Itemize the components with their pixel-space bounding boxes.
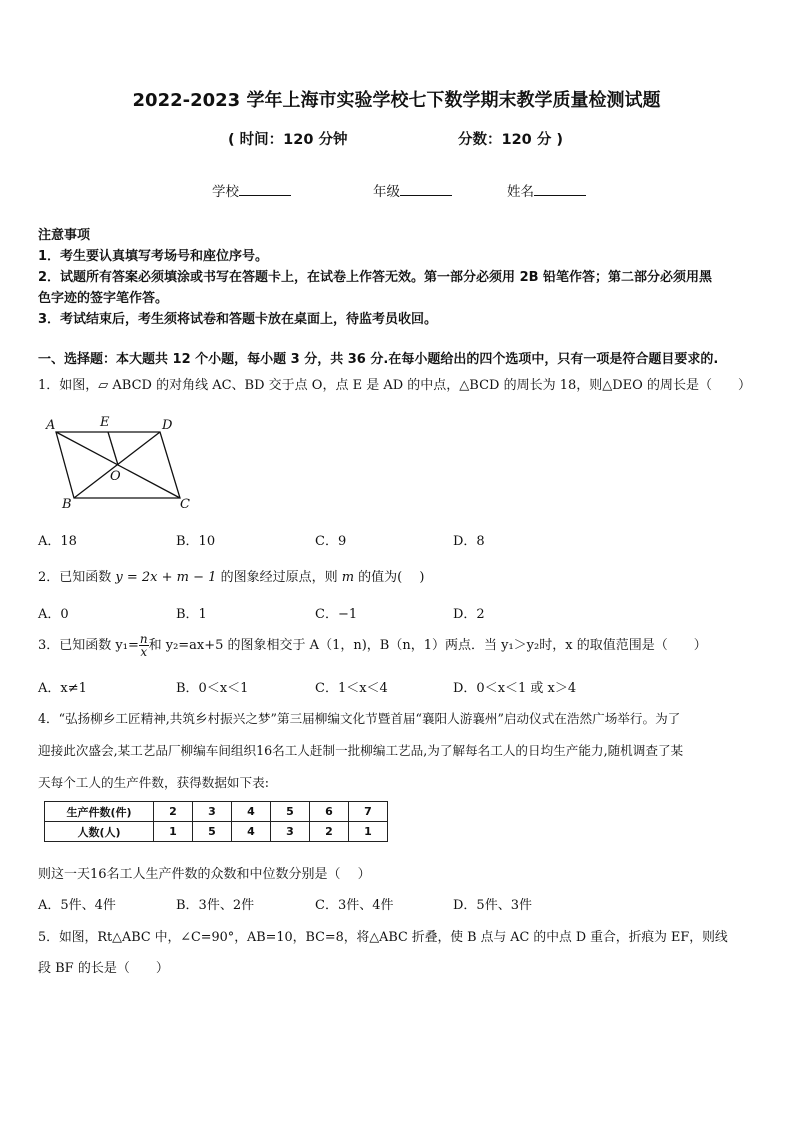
q4-option-b: B．3件、2件 xyxy=(176,898,255,913)
q3-option-b: B．0＜x＜1 xyxy=(176,681,249,696)
table-cell: 1 xyxy=(349,822,388,842)
school-field xyxy=(212,180,291,200)
label-a: A xyxy=(46,418,56,433)
exam-time: ( 时间：120 分钟 xyxy=(228,132,348,148)
q2-option-a: A．0 xyxy=(38,607,69,622)
q4-option-c: C．3件、4件 xyxy=(315,898,394,913)
q4-option-d: D．5件、3件 xyxy=(453,898,532,913)
q1-option-b: B．10 xyxy=(176,534,216,549)
note-item: 3．考试结束后，考生须将试卷和答题卡放在桌面上，待监考员收回。 xyxy=(38,312,438,327)
exam-score: 分数：120 分 ) xyxy=(458,132,563,148)
q2-text-b: 的图象经过原点，则 xyxy=(216,570,342,585)
q2-formula: y = 2x + m − 1 xyxy=(115,570,217,585)
q2-option-d: D．2 xyxy=(453,607,485,622)
table-cell: 2 xyxy=(154,802,193,822)
note-item: 2．试题所有答案必须填涂或书写在答题卡上，在试卷上作答无效。第一部分必须用 2B 铅笔作答；第二部分必须用黑 xyxy=(38,270,713,285)
label-d: D xyxy=(162,418,173,433)
q1-option-c: C．9 xyxy=(315,534,347,549)
table-cell: 5 xyxy=(271,802,310,822)
q2-option-b: B．1 xyxy=(176,607,207,622)
q2-text-a: 2．已知函数 xyxy=(38,570,116,585)
note-item: 1．考生要认真填写考场号和座位序号。 xyxy=(38,249,269,264)
q1-option-d: D．8 xyxy=(453,534,485,549)
school-blank xyxy=(239,183,291,196)
table-cell: 1 xyxy=(154,822,193,842)
question-4-question: 则这一天16名工人生产件数的众数和中位数分别是（ ） xyxy=(38,867,371,882)
q3-frac-den: x xyxy=(140,645,148,659)
table-cell: 3 xyxy=(193,802,232,822)
question-3-stem xyxy=(38,633,707,658)
table-cell: 2 xyxy=(310,822,349,842)
q2-option-c: C．−1 xyxy=(315,607,358,622)
question-4-line: 4．“弘扬柳乡工匠精神,共筑乡村振兴之梦”第三届柳编文化节暨首届“襄阳人游襄州”启动仪式在浩然广场举行。为了 xyxy=(38,711,681,726)
school-label: 学校 xyxy=(212,184,239,200)
name-field xyxy=(507,180,586,200)
question-5-line: 5．如图，Rt△ABC 中，∠C=90°，AB=10，BC=8，将△ABC 折叠，使 B 点与 AC 的中点 D 重合，折痕为 EF，则线 xyxy=(38,930,728,945)
q3-fraction xyxy=(139,633,149,658)
question-4-line: 迎接此次盛会,某工艺品厂柳编车间组织16名工人赶制一批柳编工艺品,为了解每名工人的日均生产能力,随机调查了某 xyxy=(38,743,684,758)
question-2-stem xyxy=(38,566,424,585)
grade-blank xyxy=(400,183,452,196)
q4-option-a: A．5件、4件 xyxy=(38,898,116,913)
note-item: 色字迹的签字笔作答。 xyxy=(38,291,169,306)
table-row xyxy=(45,802,388,822)
name-blank xyxy=(534,183,586,196)
table-row xyxy=(45,822,388,842)
label-e: E xyxy=(100,415,110,430)
table-cell: 4 xyxy=(232,822,271,842)
label-c: C xyxy=(180,497,190,512)
q3-option-c: C．1＜x＜4 xyxy=(315,681,388,696)
page-title: 2022-2023 学年上海市实验学校七下数学期末教学质量检测试题 xyxy=(132,90,661,111)
grade-field xyxy=(373,180,452,200)
q3-option-d: D．0＜x＜1 或 x＞4 xyxy=(453,681,577,696)
question-1-stem: 1．如图，▱ ABCD 的对角线 AC、BD 交于点 O，点 E 是 AD 的中点，△BCD 的周长为 18，则△DEO 的周长是（ ） xyxy=(38,378,751,393)
q3-option-a: A．x≠1 xyxy=(38,681,87,696)
label-b: B xyxy=(62,497,72,512)
table-cell: 4 xyxy=(232,802,271,822)
grade-label: 年级 xyxy=(373,184,400,200)
table-header-cell: 生产件数(件) xyxy=(45,802,154,822)
q2-var: m xyxy=(341,570,355,585)
q3-text-b: 和 y₂=ax+5 的图象相交于 A（1，n)，B（n，1）两点．当 y₁＞y₂时，x 的取值范围是（ ） xyxy=(148,638,707,653)
q2-text-c: 的值为( ) xyxy=(354,570,425,585)
question-4-line: 天每个工人的生产件数，获得数据如下表: xyxy=(38,775,269,790)
q3-frac-num: n xyxy=(139,632,148,646)
table-cell: 3 xyxy=(271,822,310,842)
table-cell: 7 xyxy=(349,802,388,822)
table-cell: 5 xyxy=(193,822,232,842)
parallelogram-figure xyxy=(44,412,204,512)
notes-title: 注意事项 xyxy=(38,228,91,243)
name-label: 姓名 xyxy=(507,184,534,200)
table-header-cell: 人数(人) xyxy=(45,822,154,842)
table-cell: 6 xyxy=(310,802,349,822)
q1-option-a: A．18 xyxy=(38,534,77,549)
label-o: O xyxy=(110,469,121,484)
question-5-line: 段 BF 的长是（ ） xyxy=(38,961,169,976)
production-table xyxy=(44,801,388,842)
section-heading: 一、选择题：本大题共 12 个小题，每小题 3 分，共 36 分.在每小题给出的四个选项中，只有一项是符合题目要求的. xyxy=(38,352,719,367)
q3-text-a: 3．已知函数 y₁= xyxy=(38,638,139,653)
